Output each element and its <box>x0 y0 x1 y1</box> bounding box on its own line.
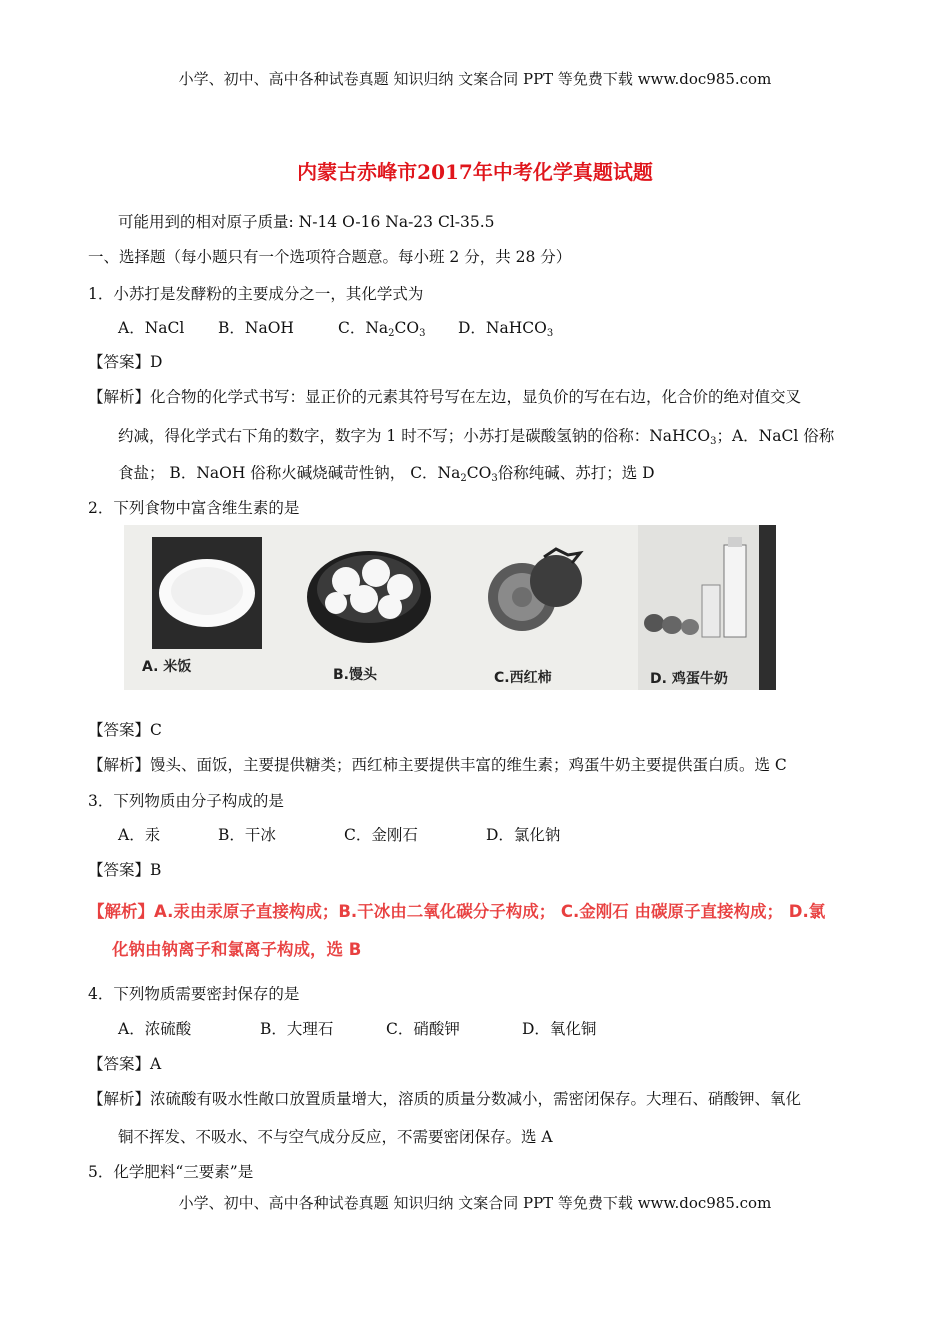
q4-stem: 4．下列物质需要密封保存的是 <box>88 985 300 1003</box>
q3-option-b: B．干冰 <box>218 826 276 844</box>
atomic-mass-note: 可能用到的相对原子质量: N-14 O-16 Na-23 Cl-35.5 <box>118 213 495 231</box>
q4-option-c: C．硝酸钾 <box>386 1020 460 1038</box>
q1-option-b: B．NaOH <box>218 319 294 337</box>
q1-analysis-line-2: 约减，得化学式右下角的数字，数字为 1 时不写；小苏打是碳酸氢钠的俗称：NaHCO$_3$；A．NaCl 俗称 <box>118 427 835 447</box>
q4-option-b: B．大理石 <box>260 1020 334 1038</box>
q1-option-d: D．NaHCO$_3$ <box>458 319 554 339</box>
food-images-panel <box>124 525 776 690</box>
rice-image <box>152 537 262 649</box>
q3-analysis-line-2: 化钠由钠离子和氯离子构成，选 B <box>112 940 362 959</box>
q2-answer: 【答案】C <box>88 721 162 739</box>
image-caption-c: C.西红柿 <box>494 670 552 686</box>
q3-answer: 【答案】B <box>88 861 162 879</box>
q3-option-c: C．金刚石 <box>344 826 418 844</box>
q3-options <box>118 823 560 845</box>
q4-answer: 【答案】A <box>88 1055 162 1073</box>
steamed-bun-image <box>307 551 431 643</box>
image-caption-b: B.馒头 <box>333 667 377 683</box>
egg-milk-image <box>638 525 776 690</box>
q1-analysis-line-1: 【解析】化合物的化学式书写：显正价的元素其符号写在左边，显负价的写在右边，化合价的绝对值交叉 <box>88 388 802 406</box>
q1-options <box>118 316 553 339</box>
q1-analysis-line-3: 食盐； B．NaOH 俗称火碱烧碱苛性钠， C．$Na_2CO_3$俗称纯碱、苏打；选 D <box>118 464 655 484</box>
page-header: 小学、初中、高中各种试卷真题 知识归纳 文案合同 PPT 等免费下载 www.doc985.com <box>178 70 772 88</box>
q3-stem: 3．下列物质由分子构成的是 <box>88 792 284 810</box>
page-footer: 小学、初中、高中各种试卷真题 知识归纳 文案合同 PPT 等免费下载 www.doc985.com <box>178 1194 772 1212</box>
section-heading: 一、选择题（每小题只有一个选项符合题意。每小班 2 分，共 28 分） <box>88 248 572 266</box>
q4-options <box>118 1017 596 1039</box>
q1-option-c: C．$Na_2CO_3$ <box>338 319 426 339</box>
food-images-illustration <box>124 525 776 690</box>
q4-analysis-line-2: 铜不挥发、不吸水、不与空气成分反应，不需要密闭保存。选 A <box>118 1128 553 1146</box>
page-title: 内蒙古赤峰市2017年中考化学真题试题 <box>297 160 653 184</box>
q1-option-a: A．NaCl <box>118 319 185 337</box>
q1-stem: 1．小苏打是发酵粉的主要成分之一，其化学式为 <box>88 285 424 303</box>
q4-analysis-line-1: 【解析】浓硫酸有吸水性敞口放置质量增大，溶质的质量分数减小，需密闭保存。大理石、硝酸钾、氧化 <box>88 1090 802 1108</box>
q2-stem: 2．下列食物中富含维生素的是 <box>88 499 300 517</box>
image-caption-d: D. 鸡蛋牛奶 <box>650 671 728 687</box>
q3-analysis-line-1: 【解析】A.汞由汞原子直接构成；B.干冰由二氧化碳分子构成； C.金刚石 由碳原子直接构成； D.氯 <box>88 902 826 921</box>
q1-answer: 【答案】D <box>88 353 163 371</box>
image-caption-a: A. 米饭 <box>142 659 192 675</box>
q3-option-d: D．氯化钠 <box>486 826 561 844</box>
q2-analysis: 【解析】馒头、面饭，主要提供糖类；西红柿主要提供丰富的维生素；鸡蛋牛奶主要提供蛋白质。选 C <box>88 756 787 774</box>
q5-stem: 5．化学肥料“三要素”是 <box>88 1163 254 1181</box>
q3-option-a: A．汞 <box>118 826 161 844</box>
q4-option-a: A．浓硫酸 <box>118 1020 192 1038</box>
q4-option-d: D．氧化铜 <box>522 1020 597 1038</box>
